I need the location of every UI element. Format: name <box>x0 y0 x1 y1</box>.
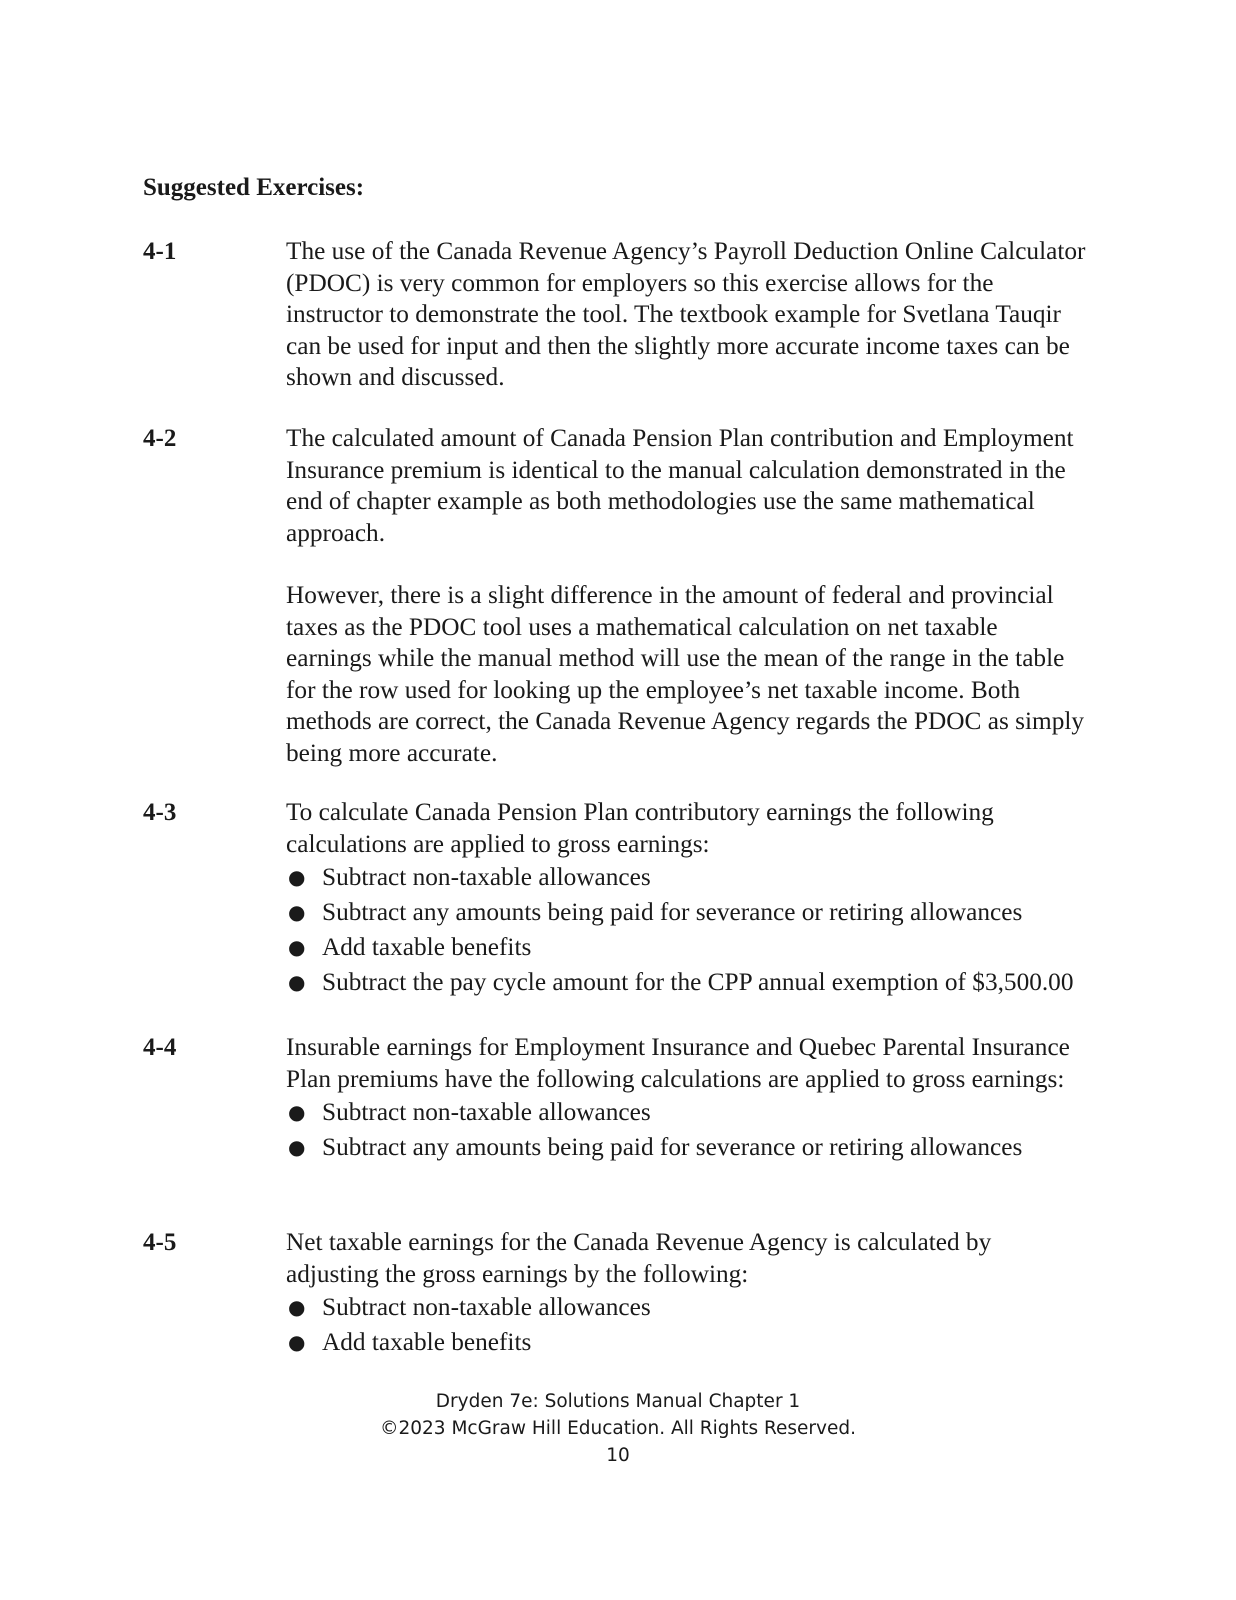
exercise-paragraph: The calculated amount of Canada Pension Plan contribution and Employment Insurance premium is identical to the manual calculation demonstrated in the end of chapter example as both methodologies use the same mathematical approach. <box>286 424 1074 547</box>
exercise-number: 4-1 <box>143 238 177 265</box>
exercise-number: 4-3 <box>143 799 177 826</box>
list-item <box>286 862 1086 894</box>
page-number: 10 <box>606 1445 630 1466</box>
list-item <box>286 1097 1086 1129</box>
list-item-text: Subtract non-taxable allowances <box>322 1098 651 1126</box>
bullet-icon: ● <box>288 1100 306 1124</box>
bullet-icon: ● <box>288 1330 306 1354</box>
exercise-paragraph: However, there is a slight difference in the amount of federal and provincial taxes as the PDOC tool uses a mathematical calculation on net taxable earnings while the manual method will use the mean of the range in the table for the row used for looking up the employee’s net taxable income. Both methods are correct, the Canada Revenue Agency regards the PDOC as simply being more accurate. <box>286 581 1085 767</box>
exercise-body <box>286 1227 1086 1362</box>
bullet-icon: ● <box>288 900 306 924</box>
list-item-text: Subtract non-taxable allowances <box>322 863 651 891</box>
bullet-icon: ● <box>288 865 306 889</box>
list-item-text: Subtract any amounts being paid for severance or retiring allowances <box>322 898 1023 926</box>
exercise-body <box>286 236 1086 394</box>
list-item-text: Add taxable benefits <box>322 933 532 961</box>
exercise-number: 4-5 <box>143 1229 177 1256</box>
list-item <box>286 897 1086 929</box>
list-item <box>286 1292 1086 1324</box>
exercise-number: 4-2 <box>143 425 177 452</box>
exercise-intro: Insurable earnings for Employment Insurance and Quebec Parental Insurance Plan premiums have the following calculations are applied to gross earnings: <box>286 1033 1070 1093</box>
list-item-text: Subtract any amounts being paid for severance or retiring allowances <box>322 1133 1023 1161</box>
bullet-icon: ● <box>288 970 306 994</box>
list-item-text: Add taxable benefits <box>322 1328 532 1356</box>
exercise-intro: Net taxable earnings for the Canada Revenue Agency is calculated by adjusting the gross earnings by the following: <box>286 1228 992 1288</box>
list-item <box>286 932 1086 964</box>
list-item <box>286 1132 1086 1164</box>
footer-title: Dryden 7e: Solutions Manual Chapter 1 <box>435 1391 801 1412</box>
exercise-paragraph: The use of the Canada Revenue Agency’s Payroll Deduction Online Calculator (PDOC) is very common for employers so this exercise allows for the instructor to demonstrate the tool. The textbook example for Svetlana Tauqir can be used for input and then the slightly more accurate income taxes can be shown and discussed. <box>286 237 1086 391</box>
bullet-icon: ● <box>288 935 306 959</box>
bullet-list <box>286 862 1086 999</box>
footer-copyright: ©2023 McGraw Hill Education. All Rights Reserved. <box>380 1418 856 1439</box>
exercise-body <box>286 1032 1086 1167</box>
page-footer <box>0 1388 1236 1469</box>
bullet-icon: ● <box>288 1135 306 1159</box>
exercise-intro: To calculate Canada Pension Plan contributory earnings the following calculations are applied to gross earnings: <box>286 798 994 858</box>
exercise-number: 4-4 <box>143 1034 177 1061</box>
bullet-list <box>286 1292 1086 1359</box>
exercise-body <box>286 797 1086 1002</box>
bullet-icon: ● <box>288 1295 306 1319</box>
list-item <box>286 967 1086 999</box>
bullet-list <box>286 1097 1086 1164</box>
exercise-body <box>286 423 1086 769</box>
list-item-text: Subtract non-taxable allowances <box>322 1293 651 1321</box>
section-heading: Suggested Exercises: <box>143 174 365 201</box>
list-item-text: Subtract the pay cycle amount for the CPP annual exemption of $3,500.00 <box>322 968 1074 996</box>
list-item <box>286 1327 1086 1359</box>
